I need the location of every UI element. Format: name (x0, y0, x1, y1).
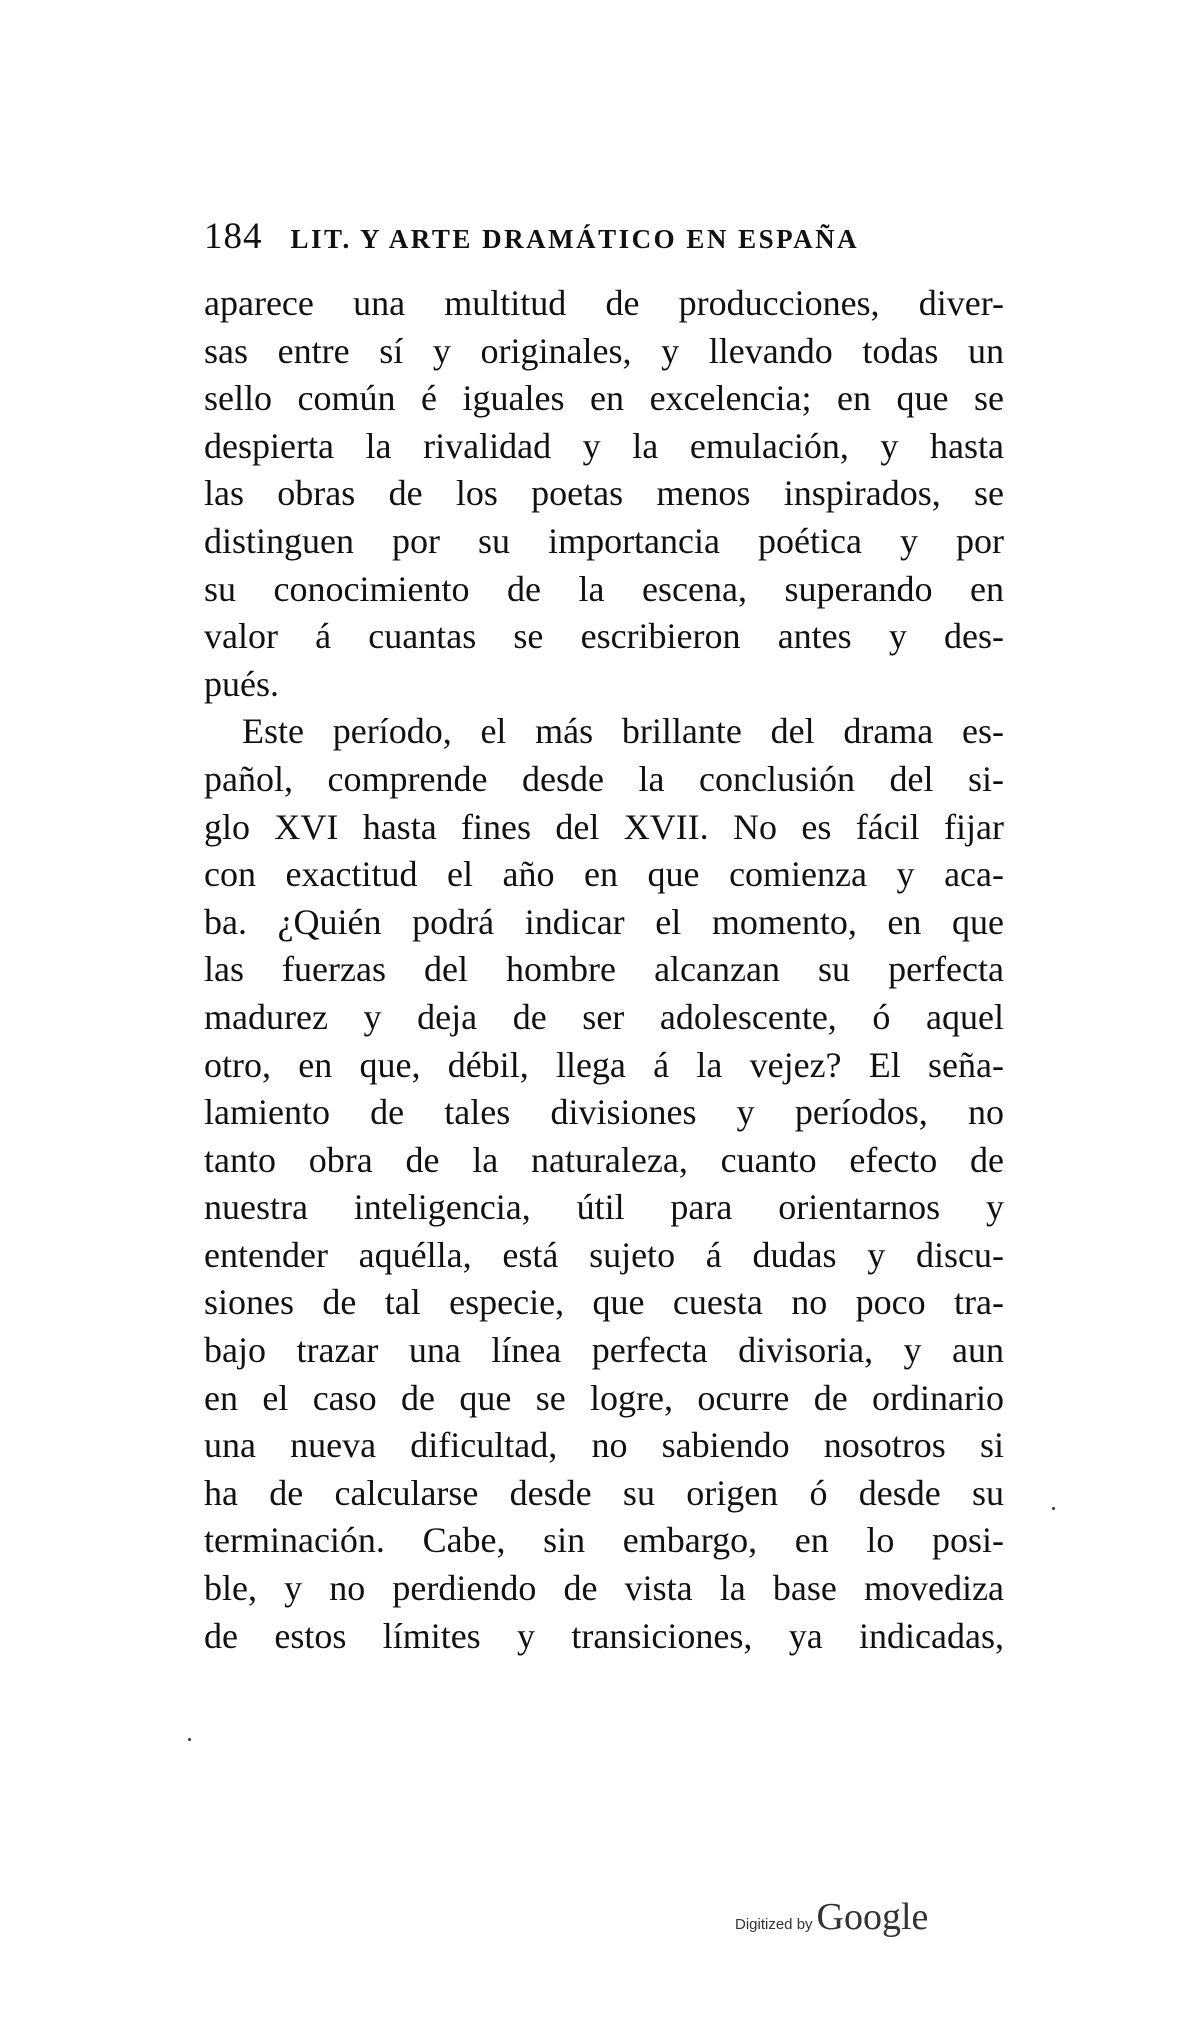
text-line: en el caso de que se logre, ocurre de ordinario (204, 1377, 1004, 1418)
text-line: valor á cuantas se escribieron antes y des- (204, 616, 1004, 657)
text-line: con exactitud el año en que comienza y aca- (204, 854, 1004, 895)
text-line: otro, en que, débil, llega á la vejez? El seña- (204, 1044, 1004, 1085)
ink-speck (188, 1738, 191, 1741)
watermark-prefix: Digitized by (735, 1916, 813, 1933)
google-logo: Google (816, 1896, 929, 1938)
text-line: glo XVI hasta fines del XVII. No es fácil fijar (204, 806, 1004, 847)
text-line: nuestra inteligencia, útil para orientarnos y (204, 1187, 1004, 1228)
running-head (204, 215, 1004, 265)
text-line: despierta la rivalidad y la emulación, y hasta (204, 425, 1004, 466)
ink-speck (1052, 1507, 1055, 1510)
text-line: las fuerzas del hombre alcanzan su perfecta (204, 949, 1004, 990)
text-line: las obras de los poetas menos inspirados, se (204, 473, 1004, 514)
page-number: 184 (204, 216, 263, 257)
text-line: sas entre sí y originales, y llevando todas un (204, 330, 1004, 371)
text-line: entender aquélla, está sujeto á dudas y discu- (204, 1234, 1004, 1275)
text-line: ble, y no perdiendo de vista la base movediza (204, 1568, 1004, 1609)
text-line: lamiento de tales divisiones y períodos, no (204, 1092, 1004, 1133)
paragraph-start-line: Este período, el más brillante del drama es- (242, 711, 1004, 752)
text-line: pañol, comprende desde la conclusión del si- (204, 758, 1004, 799)
running-title: LIT. Y ARTE DRAMÁTICO EN ESPAÑA (290, 224, 860, 254)
text-line: sello común é iguales en excelencia; en que se (204, 378, 1004, 419)
text-line: bajo trazar una línea perfecta divisoria, y aun (204, 1330, 1004, 1371)
paragraph-end-line: pués. (204, 663, 279, 704)
body-text (204, 280, 1004, 1660)
text-line: ha de calcularse desde su origen ó desde su (204, 1472, 1004, 1513)
text-line: siones de tal especie, que cuesta no poco tra- (204, 1282, 1004, 1323)
text-line: terminación. Cabe, sin embargo, en lo posi- (204, 1520, 1004, 1561)
text-line: ba. ¿Quién podrá indicar el momento, en que (204, 901, 1004, 942)
digitized-by-google-watermark (735, 1895, 995, 1945)
text-line: su conocimiento de la escena, superando en (204, 568, 1004, 609)
text-line: aparece una multitud de producciones, diver- (204, 283, 1004, 323)
text-line: distinguen por su importancia poética y por (204, 520, 1004, 561)
text-line: tanto obra de la naturaleza, cuanto efecto de (204, 1139, 1004, 1180)
text-line: de estos límites y transiciones, ya indicadas, (204, 1615, 1004, 1656)
text-line: una nueva dificultad, no sabiendo nosotros si (204, 1425, 1004, 1466)
text-line: madurez y deja de ser adolescente, ó aquel (204, 996, 1004, 1037)
